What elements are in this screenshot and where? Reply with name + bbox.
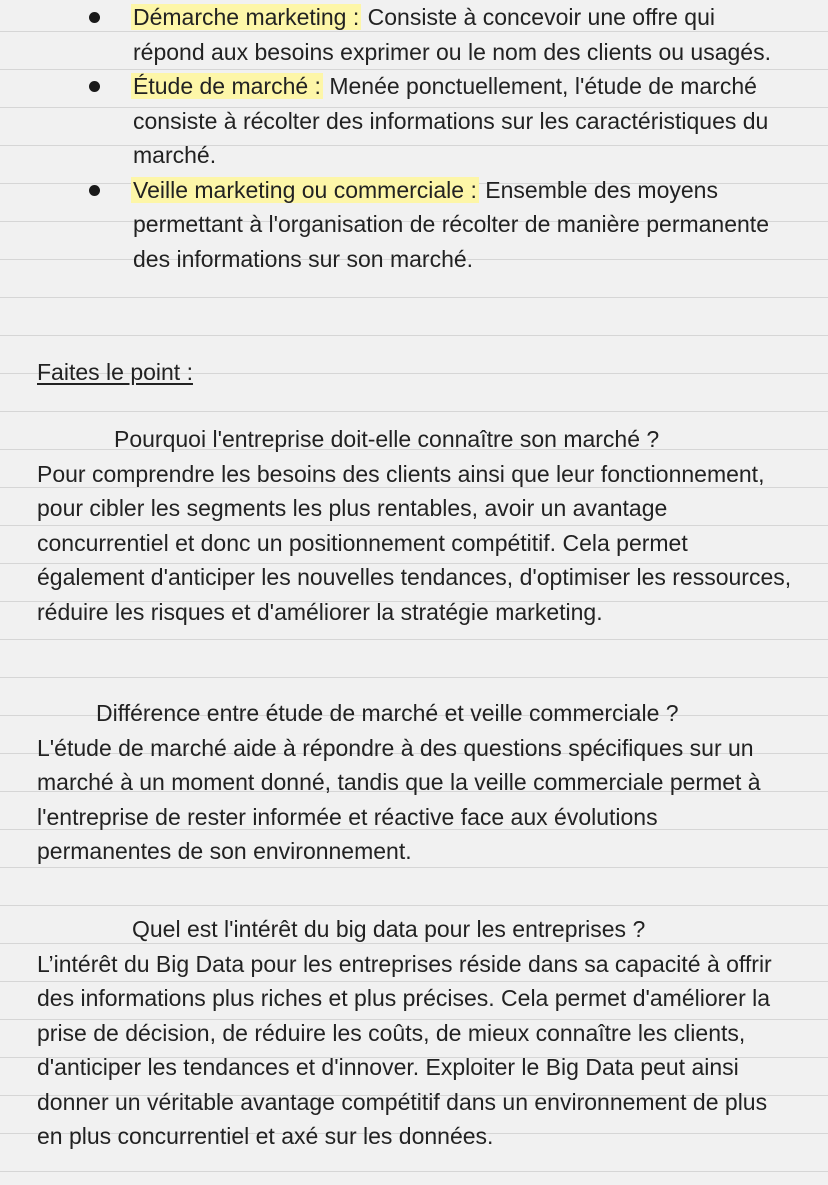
definition-text: Ensemble des moyens permettant à l'organisation de récolter de manière permanente des informations sur son marché. xyxy=(133,176,769,272)
question-text: Différence entre étude de marché et veille commerciale ? xyxy=(96,700,679,726)
list-item xyxy=(0,173,828,277)
qa-block-big-data xyxy=(37,912,797,1154)
question-text: Quel est l'intérêt du big data pour les entreprises ? xyxy=(132,916,646,942)
section-heading: Faites le point : xyxy=(37,359,193,385)
answer-text: L'étude de marché aide à répondre à des questions spécifiques sur un marché à un moment donné, tandis que la veille commerciale permet à l'entreprise de rester informée et réactive face aux évolutions permanentes de son environnement. xyxy=(37,734,761,864)
definitions-list xyxy=(0,0,828,276)
question-text: Pourquoi l'entreprise doit-elle connaître son marché ? xyxy=(114,426,660,452)
bullet-icon xyxy=(89,185,100,196)
list-item xyxy=(0,69,828,173)
list-item xyxy=(0,0,828,69)
bullet-icon xyxy=(89,12,100,23)
highlighted-term: Étude de marché : xyxy=(133,73,321,99)
qa-block-market xyxy=(37,422,797,629)
answer-text: L’intérêt du Big Data pour les entreprises réside dans sa capacité à offrir des informations plus riches et plus précises. Cela permet d'améliorer la prise de décision, de réduire les coûts, de mieux connaître les clients, d'anticiper les tendances et d'innover. Exploiter le Big Data peut ainsi donner un véritable avantage compétitif dans un environnement de plus en plus concurrentiel et axé sur les données. xyxy=(37,950,772,1149)
definition-text: Consiste à concevoir une offre qui répond aux besoins exprimer ou le nom des clients ou usagés. xyxy=(133,4,771,65)
highlighted-term: Démarche marketing : xyxy=(133,4,360,30)
highlighted-term: Veille marketing ou commerciale : xyxy=(133,176,477,203)
answer-text: Pour comprendre les besoins des clients ainsi que leur fonctionnement, pour cibler les segments les plus rentables, avoir un avantage concurrentiel et donc un positionnement compétitif. Cela permet également d'anticiper les nouvelles tendances, d'optimiser les ressources, réduire les risques et d'améliorer la stratégie marketing. xyxy=(37,460,792,625)
definition-text: Menée ponctuellement, l'étude de marché consiste à récolter des informations sur les caractéristiques du marché. xyxy=(133,73,769,168)
qa-block-difference xyxy=(37,696,797,869)
bullet-icon xyxy=(89,81,100,92)
